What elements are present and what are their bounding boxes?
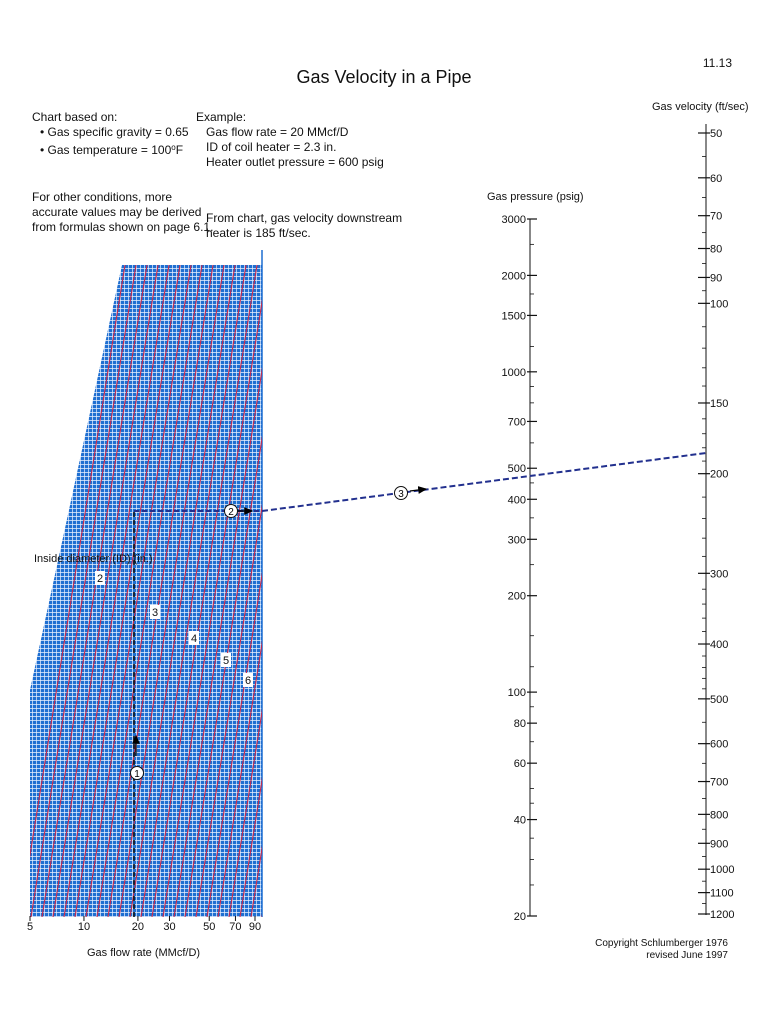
- flow-rate-axis: [27, 916, 261, 933]
- velocity-tick-label: 600: [710, 738, 729, 751]
- velocity-tick-label: 400: [710, 639, 729, 652]
- velocity-tick-label: 50: [710, 128, 723, 140]
- example-flow-rate: Gas flow rate = 20 MMcf/D: [206, 125, 349, 139]
- temperature-unit: F: [175, 143, 184, 157]
- flow-tick-label: 5: [26, 921, 34, 933]
- step-2-marker: [225, 505, 238, 519]
- flow-tick-label: 20: [131, 921, 145, 933]
- other-line-3: from formulas shown on page 6.1.: [32, 220, 214, 234]
- diameter-curve: [273, 265, 378, 917]
- example-heading: Example:: [196, 110, 247, 124]
- velocity-tick-label: 200: [710, 468, 729, 481]
- pressure-tick-label: 200: [507, 590, 526, 603]
- result-line-1: From chart, gas velocity downstream: [206, 211, 403, 225]
- step-3-label: 3: [398, 489, 404, 500]
- diameter-label: 4: [190, 633, 198, 645]
- flow-tick-label: 90: [248, 921, 262, 933]
- velocity-tick-label: 80: [710, 243, 723, 256]
- velocity-axis-title: Gas velocity (ft/sec): [652, 101, 749, 113]
- velocity-tick-label: 700: [710, 776, 729, 789]
- diameter-label: 2: [96, 573, 104, 585]
- example-pressure: Heater outlet pressure = 600 psig: [206, 155, 384, 169]
- pressure-tick-label: 1500: [501, 310, 526, 323]
- example-diameter: ID of coil heater = 2.3 in.: [206, 140, 337, 154]
- chart-title: Gas Velocity in a Pipe: [296, 67, 472, 87]
- pressure-tick-label: 2000: [501, 270, 526, 283]
- step-2-label: 2: [228, 507, 234, 518]
- pressure-tick-label: 1000: [501, 366, 526, 379]
- velocity-tick-label: 70: [710, 210, 723, 223]
- copyright-line: Copyright Schlumberger 1976: [595, 938, 728, 949]
- velocity-tick-label: 150: [710, 397, 729, 410]
- pressure-tick-label: 500: [507, 463, 526, 476]
- specific-gravity-note: • Gas specific gravity = 0.65: [40, 125, 189, 139]
- step-1-label: 1: [134, 769, 140, 780]
- pressure-tick-label: 100: [507, 687, 526, 700]
- diameter-curve: [262, 265, 367, 917]
- temperature-text: • Gas temperature = 100: [40, 143, 172, 157]
- pressure-tick-label: 40: [513, 814, 526, 827]
- flow-tick-label: 70: [229, 921, 242, 933]
- velocity-tick-label: 60: [710, 172, 723, 185]
- velocity-tick-label: 900: [710, 838, 729, 851]
- example-cross-line: [262, 453, 706, 511]
- velocity-tick-label: 1200: [710, 909, 735, 921]
- flow-tick-label: 50: [203, 921, 216, 933]
- velocity-tick-label: 90: [710, 272, 723, 285]
- pressure-tick-label: 700: [507, 416, 526, 429]
- flow-rate-axis-title: Gas flow rate (MMcf/D): [87, 947, 201, 959]
- other-line-1: For other conditions, more: [32, 190, 173, 204]
- diameter-label: 5: [222, 655, 230, 667]
- pressure-axis: [502, 214, 537, 923]
- diameter-curve: [251, 265, 356, 917]
- step-3-marker: [395, 487, 408, 501]
- velocity-tick-label: 500: [710, 693, 729, 706]
- pressure-tick-label: 400: [507, 494, 526, 507]
- velocity-tick-label: 300: [710, 568, 729, 581]
- degree-superscript: o: [171, 143, 176, 152]
- page-number: 11.13: [702, 56, 732, 70]
- revision-line: revised June 1997: [646, 950, 728, 961]
- velocity-axis: [698, 128, 734, 921]
- flow-tick-label: 10: [77, 921, 91, 933]
- diameter-label: 6: [244, 675, 252, 687]
- pressure-tick-label: 3000: [501, 214, 526, 226]
- chart-basis-heading: Chart based on:: [32, 110, 118, 124]
- velocity-tick-label: 100: [710, 298, 729, 311]
- step-1-marker: [131, 767, 144, 781]
- velocity-tick-label: 800: [710, 809, 729, 822]
- pressure-tick-label: 80: [513, 718, 526, 731]
- velocity-tick-label: 1000: [710, 864, 735, 877]
- other-line-2: accurate values may be derived: [32, 205, 202, 219]
- pressure-tick-label: 20: [513, 911, 526, 923]
- result-line-2: heater is 185 ft/sec.: [206, 226, 311, 240]
- velocity-tick-label: 1100: [710, 887, 734, 900]
- pressure-axis-title: Gas pressure (psig): [487, 191, 584, 203]
- inside-diameter-label: Inside diameter (ID) (in.): [34, 553, 153, 565]
- flow-tick-label: 30: [163, 921, 176, 933]
- diameter-label: 3: [151, 607, 159, 619]
- pressure-tick-label: 60: [513, 758, 526, 771]
- pressure-tick-label: 300: [507, 534, 526, 547]
